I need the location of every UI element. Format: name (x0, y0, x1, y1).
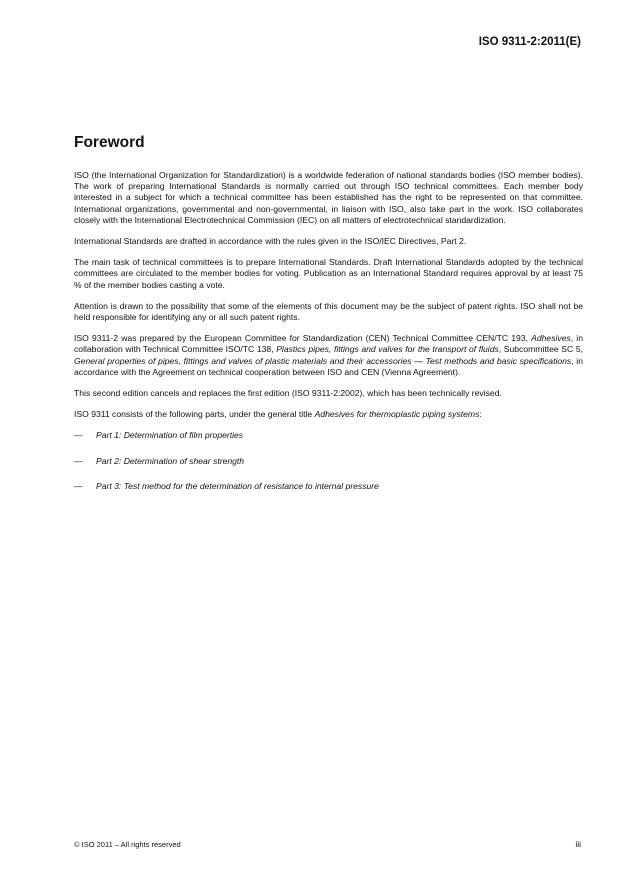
document-id-header: ISO 9311-2:2011(E) (478, 36, 581, 48)
dash-bullet: — (74, 430, 83, 441)
paragraph-technical-committees: The main task of technical committees is to prepare International Standards. Draft International Standards adopted by the technical committees are circulated to the member bodies for voting. Publication as an International Standard requires approval by at least 75 % of the member bodies casting a vote. (74, 257, 583, 290)
paragraph-edition: This second edition cancels and replaces the first edition (ISO 9311-2:2002), which has been technically revised. (74, 388, 502, 399)
paragraph-patent-rights: Attention is drawn to the possibility that some of the elements of this document may be the subject of patent rights. ISO shall not be held responsible for identifying any or all such patent rights. (74, 300, 583, 323)
paragraph-drafting-rules: International Standards are drafted in accordance with the rules given in the ISO/IEC Directives, Part 2. (74, 236, 467, 247)
general-title: Adhesives for thermoplastic piping systems (314, 409, 480, 420)
text-run: ISO 9311 consists of the following parts, under the general title (74, 409, 315, 420)
list-item (74, 430, 583, 441)
committee-name-plastics-pipes: Plastics pipes, fittings and valves for the transport of fluids (276, 344, 499, 355)
part-title: Part 3: Test method for the determination of resistance to internal pressure (96, 480, 379, 491)
text-run: : (479, 409, 482, 420)
part-title: Part 1: Determination of film properties (96, 430, 244, 441)
paragraph-iso-intro: ISO (the International Organization for Standardization) is a worldwide federation of national standards bodies (ISO member bodies). The work of preparing International Standards is normally carried out through ISO technical committees. Each member body interested in a subject for which a technical committee has been established has the right to be represented on that committee. International organizations, governmental and non-governmental, in liaison with ISO, also take part in the work. ISO collaborates closely with the International Electrotechnical Commission (IEC) on all matters of electrotechnical standardization. (74, 170, 583, 225)
parts-list (74, 430, 583, 492)
page-title: Foreword (74, 134, 145, 151)
dash-bullet: — (74, 480, 83, 491)
list-item (74, 456, 583, 467)
paragraph-preparation (74, 333, 583, 378)
text-run: , in collaboration with Technical Committee ISO/TC 138, (74, 333, 583, 355)
text-run: , in accordance with the Agreement on technical cooperation between ISO and CEN (Vienna Agreement). (74, 355, 583, 377)
committee-name-adhesives: Adhesives (531, 333, 571, 344)
paragraph-parts-intro (74, 409, 583, 420)
text-run: ISO 9311-2 was prepared by the European Committee for Standardization (CEN) Technical Committee CEN/TC 193, (74, 333, 532, 344)
part-title: Part 2: Determination of shear strength (96, 455, 245, 466)
dash-bullet: — (74, 455, 83, 466)
subcommittee-name: General properties of pipes, fittings and valves of plastic materials and their accessories — Test methods and basic specifications (74, 355, 572, 366)
copyright-notice: © ISO 2011 – All rights reserved (74, 840, 181, 849)
page-number: iii (575, 839, 581, 849)
foreword-body (74, 170, 583, 506)
text-run: , Subcommittee SC 5, (498, 344, 583, 355)
list-item (74, 481, 583, 492)
